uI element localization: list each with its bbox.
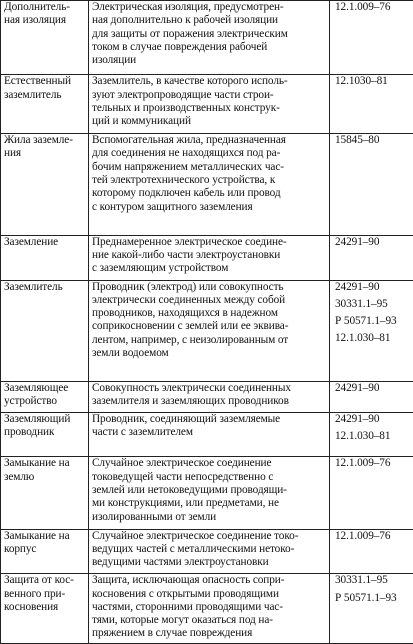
- definition-cell-line: с заземляющим устройством: [92, 262, 229, 275]
- definition-cell-line: Заземлитель, в качестве которого исполь-: [92, 75, 288, 88]
- standard-cell-line: Р 50571.1–93: [335, 315, 397, 328]
- term-cell: [1, 280, 89, 382]
- term-cell-line: Замыкание на: [4, 529, 70, 542]
- term-cell-line: Заземлитель: [4, 280, 63, 293]
- term-cell-line: Жила заземле-: [4, 134, 73, 147]
- term-cell: [1, 235, 89, 280]
- term-cell: [1, 529, 89, 574]
- table-row: [1, 457, 413, 529]
- standard-cell-line: 12.1.030–81: [335, 429, 391, 442]
- definition-cell-line: Вспомогательная жила, предназначенная: [92, 134, 286, 147]
- definition-cell-line: земли водоемом: [92, 347, 169, 360]
- definition-cell-line: бочим напряжением металлических час-: [92, 160, 284, 173]
- term-cell-line: заземлитель: [4, 88, 62, 101]
- standard-cell: [330, 1, 413, 75]
- definition-cell-line: током в случае повреждения рабочей: [92, 40, 268, 53]
- definition-cell-line: тями, которые могут оказаться под на-: [92, 614, 273, 627]
- term-cell-line: венного при-: [4, 587, 66, 600]
- term-cell-line: Дополнитель-: [4, 1, 70, 13]
- standard-cell: [330, 235, 413, 280]
- definition-cell-line: зуют электропроводящие части строи-: [92, 88, 274, 101]
- term-cell-line: Естественный: [4, 75, 71, 88]
- definition-cell-line: заземлителя и заземляющих проводников: [92, 395, 289, 408]
- standard-cell-line: 12.1.030–81: [335, 332, 391, 345]
- definition-cell-line: с контуром защитного заземления: [92, 200, 253, 213]
- standard-cell-line: Р 50571.1–93: [335, 591, 397, 604]
- definition-cell-line: изолированными от земли: [92, 510, 217, 523]
- table-row: [1, 574, 413, 644]
- standard-cell-line: 24291–90: [335, 412, 380, 425]
- definition-cell: [89, 280, 330, 382]
- definition-cell-line: землей или нетоковедущими проводящи-: [92, 483, 287, 496]
- definition-cell-line: тельных и производственных конструк-: [92, 101, 280, 114]
- definition-cell-line: лентом, например, с неизолированным от: [92, 333, 289, 346]
- definition-cell-line: ций и коммуникаций: [92, 115, 191, 128]
- definition-cell: [89, 529, 330, 574]
- table-row: [1, 382, 413, 412]
- definition-cell: [89, 1, 330, 75]
- definition-cell-line: Случайное электрическое соединение токо-: [92, 529, 299, 542]
- standard-cell-line: 24291–90: [335, 235, 380, 248]
- definition-cell-line: соприкосновении с землей или ее эквива-: [92, 320, 289, 333]
- definition-cell-line: Проводник (электрод) или совокупность: [92, 280, 284, 293]
- standard-cell: [330, 280, 413, 382]
- definition-cell: [89, 134, 330, 236]
- standard-cell-line: 12.1030–81: [335, 75, 388, 88]
- term-cell-line: Замыкание на: [4, 457, 70, 470]
- definition-cell-line: Совокупность электрически соединенных: [92, 382, 291, 395]
- term-cell: [1, 134, 89, 236]
- definition-cell-line: части с заземлителем: [92, 425, 193, 438]
- definition-cell: [89, 574, 330, 644]
- standard-cell-line: 12.1.009–76: [335, 457, 391, 470]
- term-cell-line: землю: [4, 470, 35, 483]
- definition-cell-line: токоведущей части непосредственно с: [92, 470, 274, 483]
- definition-cell: [89, 412, 330, 457]
- table-row: [1, 134, 413, 236]
- definition-cell-line: для соединения не находящихся под ра-: [92, 147, 281, 160]
- definition-cell-line: ведущих частей с металлическими нетоко-: [92, 542, 295, 555]
- term-cell: [1, 1, 89, 75]
- table-row: [1, 1, 413, 75]
- standard-cell: [330, 574, 413, 644]
- standard-cell: [330, 75, 413, 134]
- definition-cell-line: ная дополнительно к рабочей изоляции: [92, 14, 278, 27]
- standard-cell-line: 12.1.009–76: [335, 1, 391, 13]
- definition-cell-line: изоляции: [92, 54, 137, 67]
- standard-cell-line: 12.1.009–76: [335, 529, 391, 542]
- term-cell: [1, 457, 89, 529]
- definition-cell-line: которому подключен кабель или провод: [92, 187, 281, 200]
- standard-cell: [330, 134, 413, 236]
- term-cell-line: косновения: [4, 600, 59, 613]
- standard-cell: [330, 529, 413, 574]
- definition-cell: [89, 457, 330, 529]
- term-cell: [1, 382, 89, 412]
- standard-cell: [330, 382, 413, 412]
- term-cell-line: Защита от кос-: [4, 574, 74, 587]
- table-row: [1, 529, 413, 574]
- definition-cell: [89, 235, 330, 280]
- standard-cell-line: 30331.1–95: [335, 297, 388, 310]
- definition-cell-line: Преднамеренное электрическое соедине-: [92, 235, 287, 248]
- definition-cell-line: проводников, находящихся в надежном: [92, 307, 278, 320]
- table-row: [1, 75, 413, 134]
- term-cell-line: Заземляющий: [4, 412, 71, 425]
- term-cell-line: устройство: [4, 395, 57, 408]
- definition-cell-line: Электрическая изоляция, предусмотрен-: [92, 1, 284, 13]
- standard-cell-line: 24291–90: [335, 280, 380, 293]
- standard-cell-line: 24291–90: [335, 382, 380, 395]
- definition-cell-line: частями, сторонними проводящими час-: [92, 600, 283, 613]
- term-cell-line: Заземление: [4, 235, 59, 248]
- standard-cell-line: 15845–80: [335, 134, 380, 147]
- definition-cell-line: Защита, исключающая опасность сопри-: [92, 574, 285, 587]
- definition-cell: [89, 382, 330, 412]
- definition-cell-line: ние какой-либо части электроустановки: [92, 249, 281, 262]
- definition-cell-line: Проводник, соединяющий заземляемые: [92, 412, 281, 425]
- standard-cell: [330, 457, 413, 529]
- standard-cell: [330, 412, 413, 457]
- term-cell: [1, 574, 89, 644]
- table-row: [1, 280, 413, 382]
- term-cell-line: Заземляющее: [4, 382, 69, 395]
- term-cell-line: ния: [4, 147, 21, 160]
- term-cell-line: корпус: [4, 542, 37, 555]
- standard-cell-line: 30331.1–95: [335, 574, 388, 587]
- term-cell-line: ная изоляция: [4, 14, 66, 27]
- table-row: [1, 412, 413, 457]
- term-cell: [1, 412, 89, 457]
- definition-cell-line: косновения с открытыми проводящими: [92, 587, 279, 600]
- term-cell-line: проводник: [4, 425, 55, 438]
- definition-cell-line: Случайное электрическое соединение: [92, 457, 272, 470]
- definition-cell-line: ведущими частями электроустановки: [92, 556, 269, 569]
- definition-cell-line: ми конструкциями, или предметами, не: [92, 497, 279, 510]
- definition-cell-line: электрически соединенных между собой: [92, 293, 286, 306]
- definition-cell-line: тей электротехнического устройства, к: [92, 174, 276, 187]
- definition-cell-line: пряжением в случае повреждения: [92, 627, 253, 640]
- term-cell: [1, 75, 89, 134]
- definition-cell: [89, 75, 330, 134]
- definition-cell-line: для защиты от поражения электрическим: [92, 27, 288, 40]
- table-row: [1, 235, 413, 280]
